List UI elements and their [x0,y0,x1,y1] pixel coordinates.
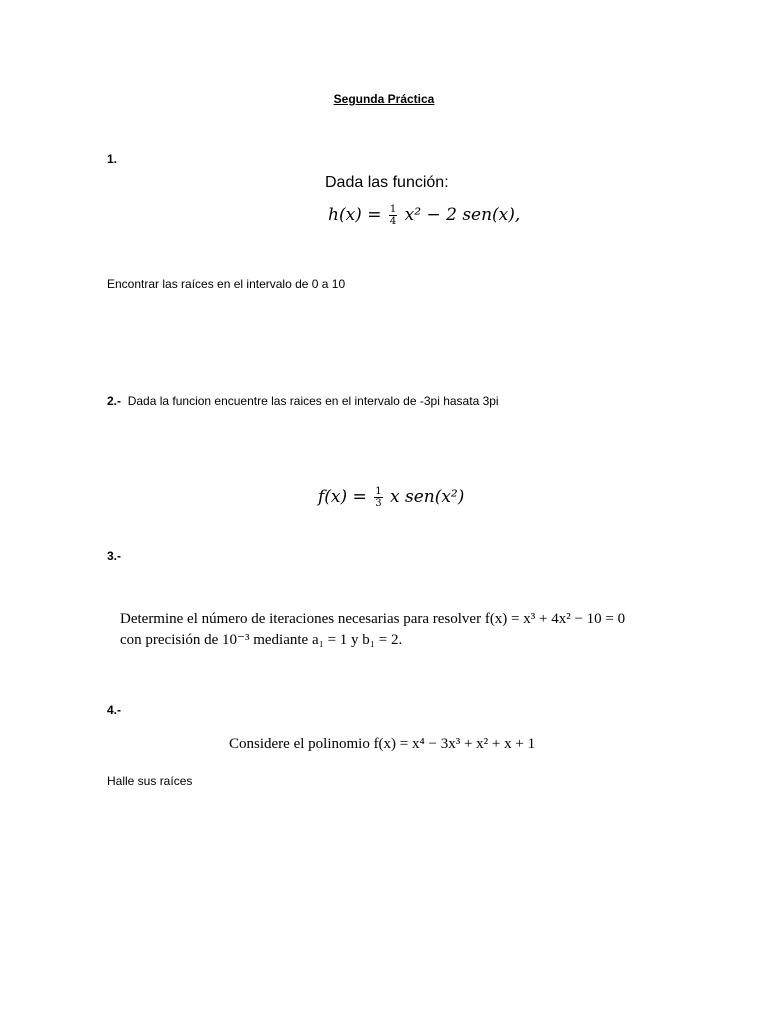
problem-4-number: 4.- [107,703,122,717]
problem-1-formula [328,204,520,227]
formula-rest: x² − 2 sen(x), [404,205,521,225]
problem-2-line [107,394,499,408]
fraction [389,204,397,227]
problem-3-line-2: con precisión de 10⁻³ mediante a₁ = 1 y b₁ = 2. [120,632,403,648]
fraction-numerator: 1 [389,204,397,215]
fraction-denominator: 4 [389,216,397,227]
fraction-numerator: 1 [375,486,382,497]
problem-3-line-1: Determine el número de iteraciones necesarias para resolver f(x) = x³ + 4x² − 10 = 0 [120,611,626,627]
problem-4-statement: Considere el polinomio f(x) = x⁴ − 3x³ + x² + x + 1 [229,736,536,752]
problem-2-number: 2.- [107,394,122,408]
problem-1-number: 1. [107,152,118,166]
problem-1-text: Encontrar las raíces en el intervalo de 0 a 10 [107,277,346,291]
formula-lhs: h(x) = [328,205,382,225]
problem-2-text: Dada la funcion encuentre las raices en el intervalo de -3pi hasata 3pi [127,394,499,408]
formula-lhs: f(x) = [318,487,367,507]
problem-4-text: Halle sus raíces [107,774,193,788]
fraction-denominator: 3 [375,498,382,509]
page-title: Segunda Práctica [333,92,435,106]
fraction [374,486,382,509]
formula-rest: x sen(x²) [389,487,465,507]
problem-1-intro: Dada las función: [325,174,449,191]
problem-2-formula [318,486,464,509]
problem-3-number: 3.- [107,549,122,563]
